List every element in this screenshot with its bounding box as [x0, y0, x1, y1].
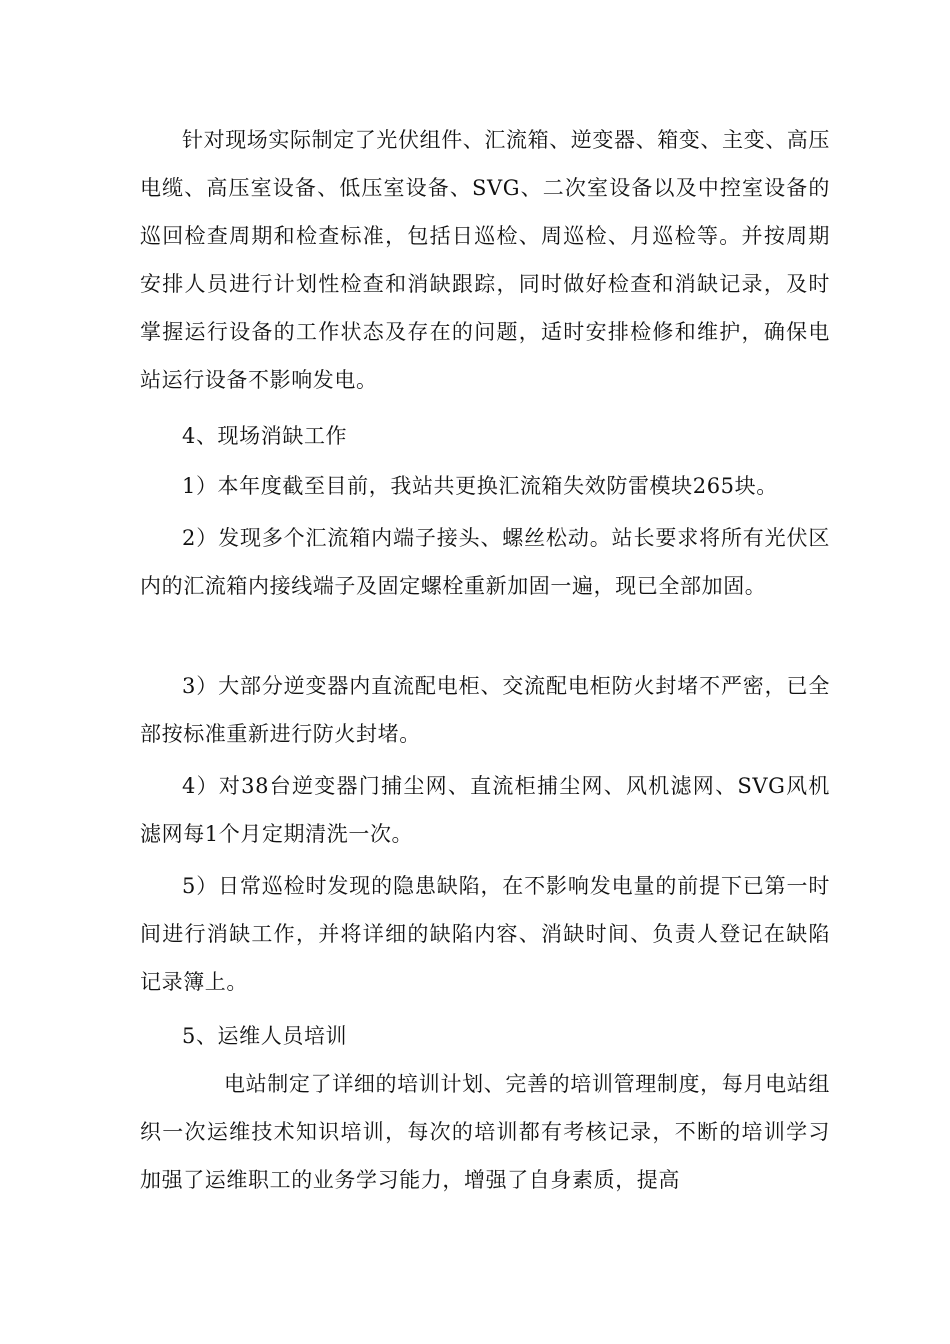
training-paragraph: 电站制定了详细的培训计划、完善的培训管理制度，每月电站组织一次运维技术知识培训，每次的培训都有考核记录，不断的培训学习加强了运维职工的业务学习能力，增强了自身素质，提高	[140, 1072, 830, 1192]
section-heading-5: 5、运维人员培训	[182, 1024, 348, 1048]
list-item-5: 5）日常巡检时发现的隐患缺陷，在不影响发电量的前提下已第一时间进行消缺工作，并将详细的缺陷内容、消缺时间、负责人登记在缺陷记录簿上。	[140, 874, 830, 994]
intro-paragraph: 针对现场实际制定了光伏组件、汇流箱、逆变器、箱变、主变、高压电缆、高压室设备、低压室设备、SVG、二次室设备以及中控室设备的巡回检查周期和检查标准，包括日巡检、周巡检、月巡检等。并按周期安排人员进行计划性检查和消缺跟踪，同时做好检查和消缺记录，及时掌握运行设备的工作状态及存在的问题，适时安排检修和维护，确保电站运行设备不影响发电。	[140, 128, 830, 392]
list-item-1: 1）本年度截至目前，我站共更换汇流箱失效防雷模块265块。	[182, 474, 778, 498]
section-heading-4: 4、现场消缺工作	[182, 424, 348, 448]
list-item-3: 3）大部分逆变器内直流配电柜、交流配电柜防火封堵不严密，已全部按标准重新进行防火封堵。	[140, 674, 830, 746]
list-item-2: 2）发现多个汇流箱内端子接头、螺丝松动。站长要求将所有光伏区内的汇流箱内接线端子及固定螺栓重新加固一遍，现已全部加固。	[140, 526, 830, 598]
list-item-4: 4）对38台逆变器门捕尘网、直流柜捕尘网、风机滤网、SVG风机滤网每1个月定期清洗一次。	[140, 774, 830, 846]
